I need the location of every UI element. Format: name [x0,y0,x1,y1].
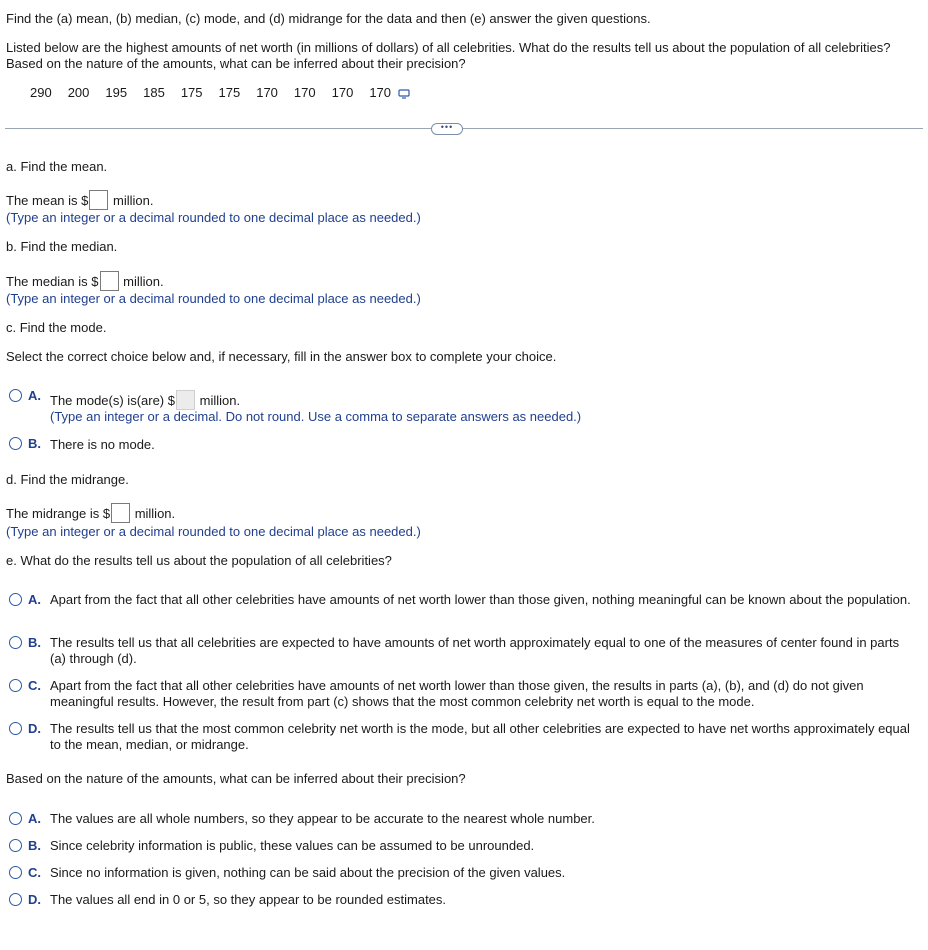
precision-option-b-letter: B. [28,838,41,853]
section-divider [5,128,923,129]
mode-option-a-answer-line [50,390,240,410]
population-option-b-letter: B. [28,635,41,650]
part-d-answer-line [6,503,175,523]
data-value: 170 [331,85,354,100]
precision-option-c-letter: C. [28,865,41,880]
precision-option-b-text: Since celebrity information is public, these values can be assumed to be unrounded. [50,838,535,853]
part-b-prefix: The median is $ [6,274,99,289]
data-value: 170 [293,85,316,100]
precision-option-a-radio[interactable] [9,812,22,825]
mode-option-a-radio[interactable] [9,389,22,402]
more-button[interactable]: ••• [431,123,463,135]
mode-option-a-letter: A. [28,388,41,403]
part-d-hint: (Type an integer or a decimal rounded to one decimal place as needed.) [6,524,421,539]
copy-data-icon[interactable] [398,87,410,102]
part-e-heading: e. What do the results tell us about the population of all celebrities? [6,553,392,568]
mode-option-b-text: There is no mode. [50,437,155,452]
mode-option-a-hint: (Type an integer or a decimal. Do not round. Use a comma to separate answers as needed.) [50,409,582,424]
part-c-instruction: Select the correct choice below and, if necessary, fill in the answer box to complete your choice. [6,349,557,364]
population-option-d-letter: D. [28,721,41,736]
problem-description-line2: Based on the nature of the amounts, what can be inferred about their precision? [6,56,466,71]
part-d-prefix: The midrange is $ [6,506,111,521]
population-option-b-line1: The results tell us that all celebrities are expected to have amounts of net worth approximately equal to one of the measures of center found in parts [50,635,900,650]
precision-option-b-radio[interactable] [9,839,22,852]
population-option-c-radio[interactable] [9,679,22,692]
population-option-d-radio[interactable] [9,722,22,735]
problem-instruction: Find the (a) mean, (b) median, (c) mode, and (d) midrange for the data and then (e) answer the given questions. [6,11,651,26]
population-option-c-line1: Apart from the fact that all other celebrities have amounts of net worth lower than those given, the results in parts (a), (b), and (d) do not given [50,678,864,693]
mean-answer-input[interactable] [89,190,108,210]
data-value: 170 [256,85,278,100]
precision-option-d-letter: D. [28,892,41,907]
population-option-a-radio[interactable] [9,593,22,606]
data-value: 175 [218,85,241,100]
part-a-heading: a. Find the mean. [6,159,108,174]
population-option-b-line2: (a) through (d). [50,651,137,666]
mode-answer-input[interactable] [176,390,195,410]
population-option-a-letter: A. [28,592,41,607]
population-option-d-line1: The results tell us that the most common celebrity net worth is the mode, but all other celebrities are expected to have net worths approximately equal [50,721,910,736]
precision-option-a-letter: A. [28,811,41,826]
part-a-prefix: The mean is $ [6,193,89,208]
data-values-row [30,85,410,102]
population-option-d-line2: to the mean, median, or midrange. [50,737,249,752]
median-answer-input[interactable] [100,271,119,291]
population-option-c-letter: C. [28,678,41,693]
mode-option-a-prefix: The mode(s) is(are) $ [50,393,175,408]
part-b-suffix: million. [123,274,164,289]
data-value: 290 [30,85,52,100]
data-value: 175 [180,85,203,100]
data-value: 195 [105,85,128,100]
part-b-answer-line [6,271,164,291]
part-c-heading: c. Find the mode. [6,320,107,335]
part-a-suffix: million. [113,193,154,208]
precision-option-c-text: Since no information is given, nothing can be said about the precision of the given values. [50,865,566,880]
part-a-answer-line [6,190,153,210]
mode-option-b-letter: B. [28,436,41,451]
part-d-suffix: million. [134,506,176,521]
problem-description-line1: Listed below are the highest amounts of net worth (in millions of dollars) of all celebrities. What do the results tell us about the population of all celebrities? [6,40,891,55]
part-a-hint: (Type an integer or a decimal rounded to one decimal place as needed.) [6,210,421,225]
data-value: 185 [143,85,165,100]
part-d-heading: d. Find the midrange. [6,472,129,487]
precision-option-a-text: The values are all whole numbers, so they appear to be accurate to the nearest whole number. [50,811,595,826]
precision-option-d-text: The values all end in 0 or 5, so they appear to be rounded estimates. [50,892,447,907]
part-b-heading: b. Find the median. [6,239,118,254]
midrange-answer-input[interactable] [111,503,130,523]
data-value: 170 [369,85,392,100]
population-option-b-radio[interactable] [9,636,22,649]
precision-option-d-radio[interactable] [9,893,22,906]
population-option-a-text: Apart from the fact that all other celebrities have amounts of net worth lower than those given, nothing meaningful can be known about the population. [50,592,911,607]
part-b-hint: (Type an integer or a decimal rounded to one decimal place as needed.) [6,291,421,306]
mode-option-b-radio[interactable] [9,437,22,450]
mode-option-a-suffix: million. [199,393,241,408]
precision-question: Based on the nature of the amounts, what can be inferred about their precision? [6,771,466,786]
data-value: 200 [67,85,90,100]
population-option-c-line2: meaningful results. However, the result from part (c) shows that the most common celebrity net worth is equal to the mode. [50,694,755,709]
precision-option-c-radio[interactable] [9,866,22,879]
